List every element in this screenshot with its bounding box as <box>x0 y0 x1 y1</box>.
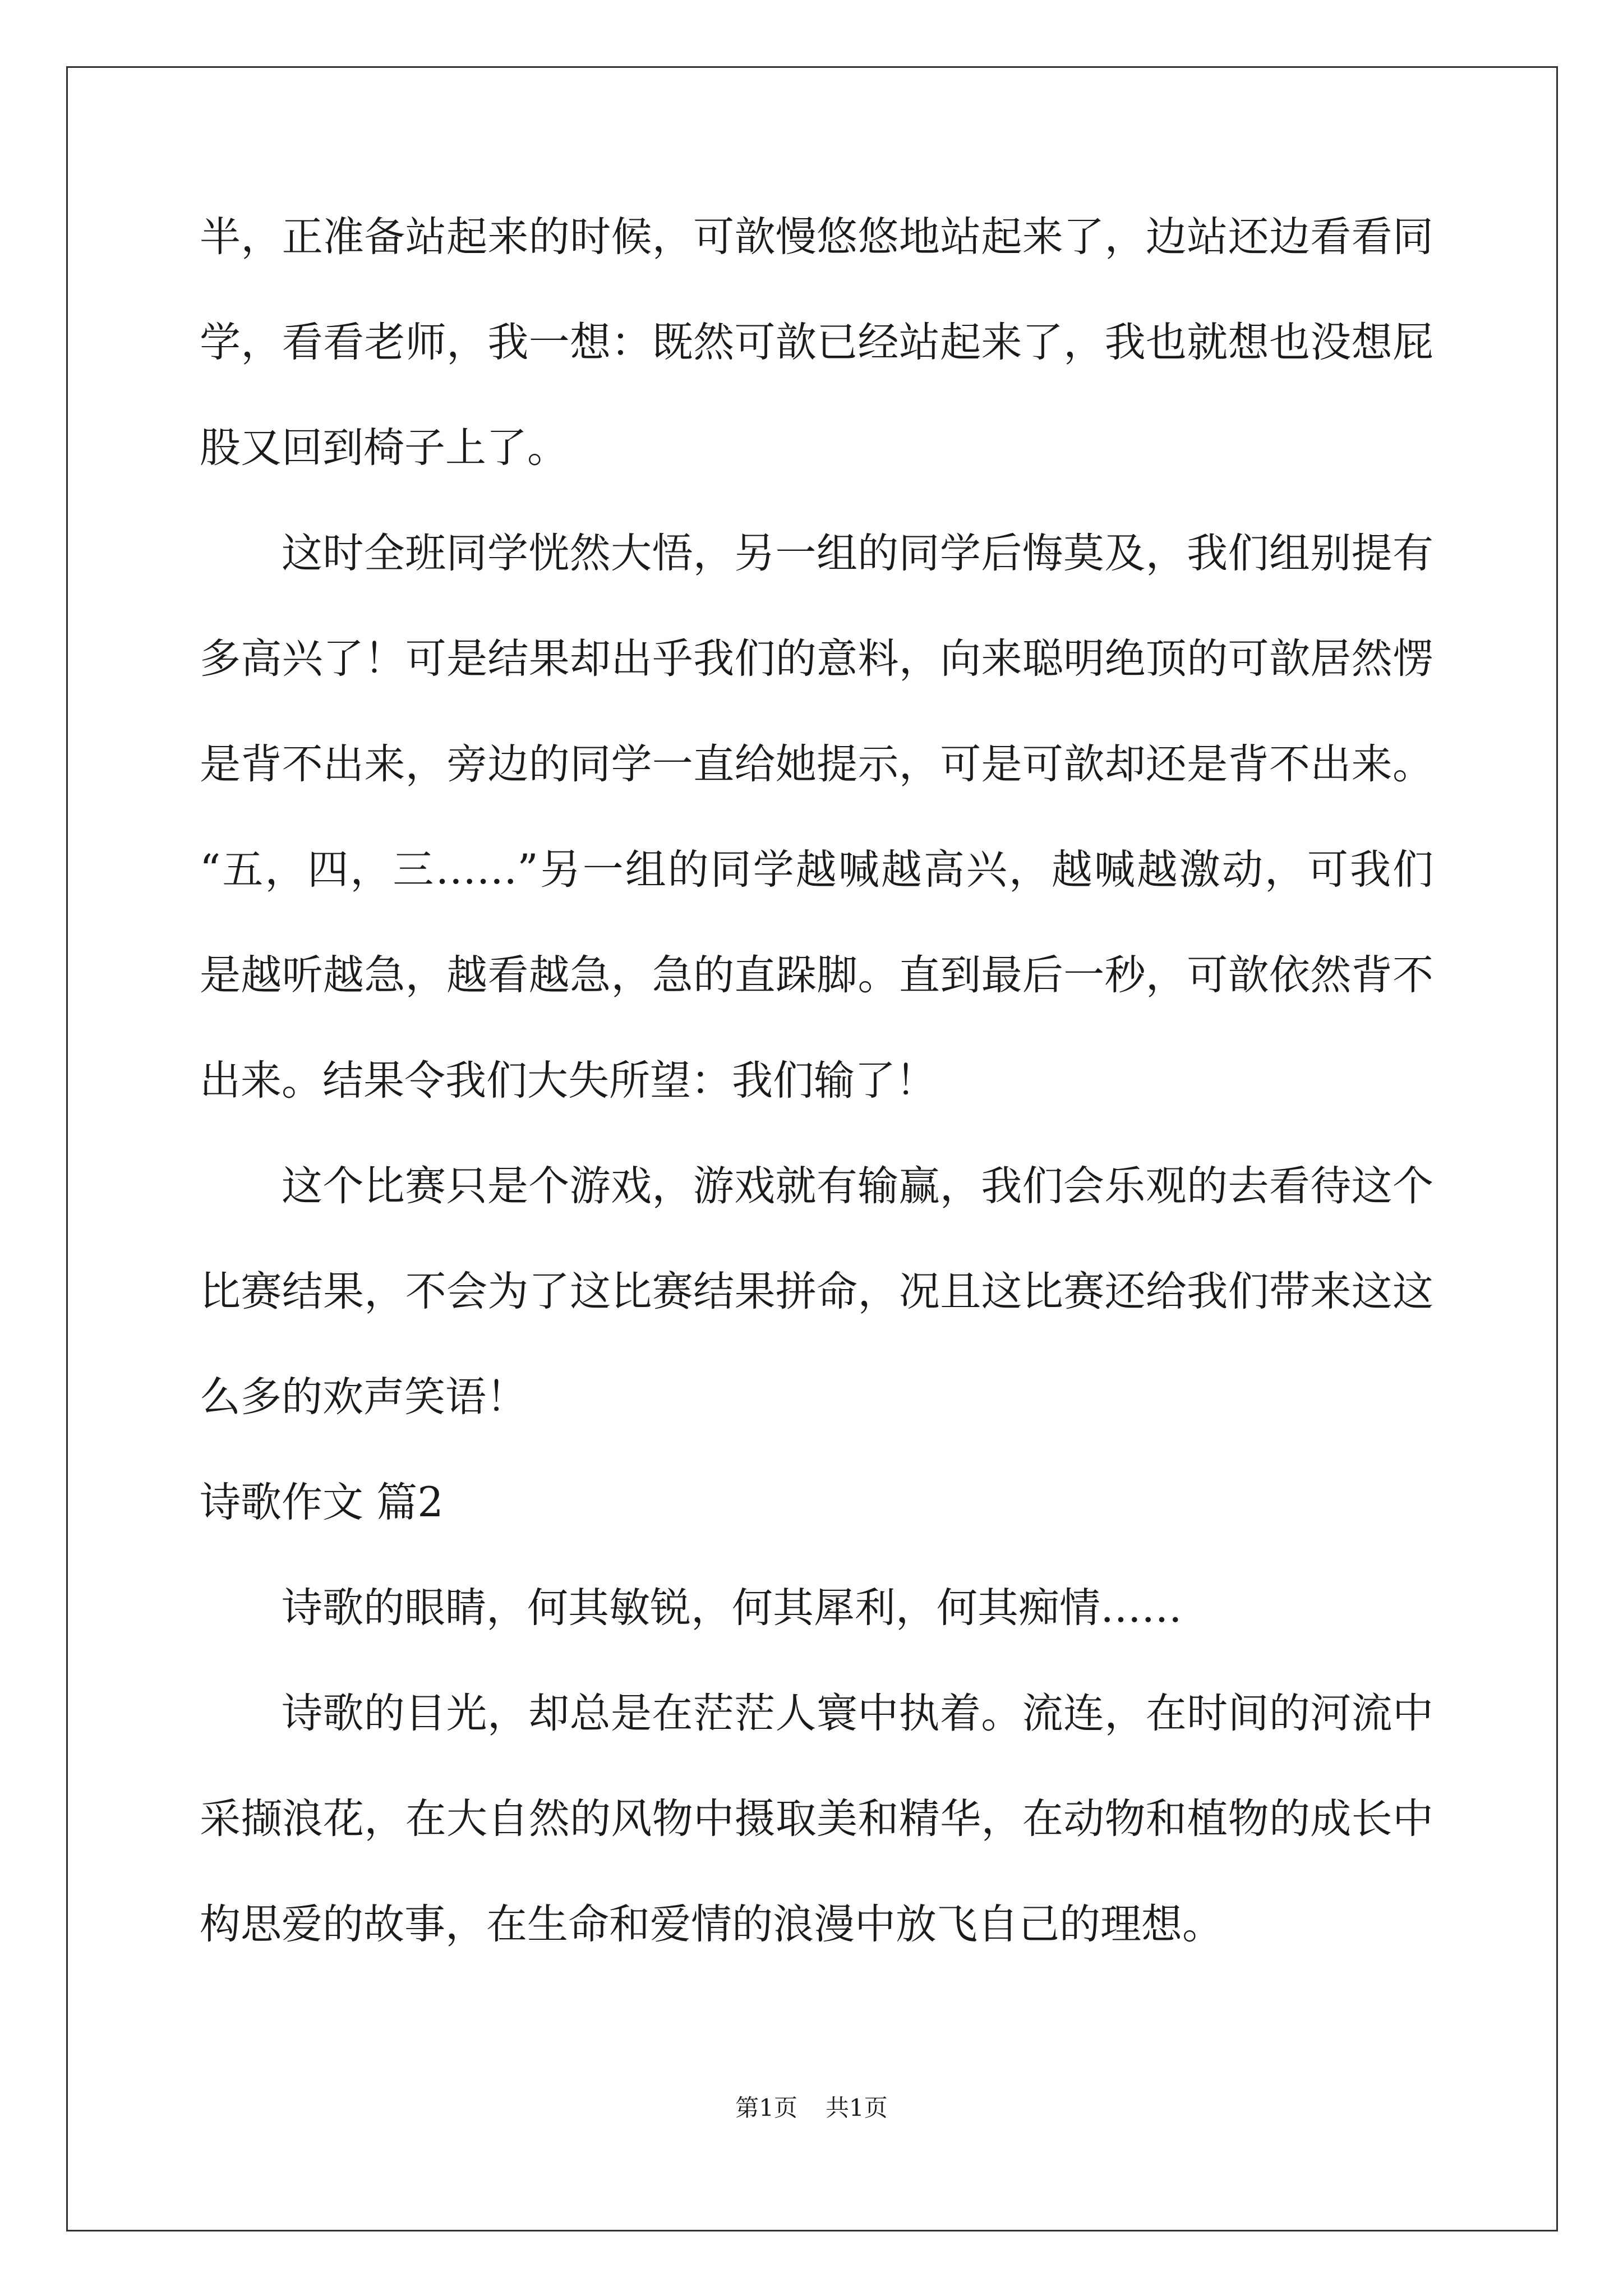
text-line: 半，正准备站起来的时候，可歆慢悠悠地站起来了，边站还边看看同 <box>200 213 1433 261</box>
text-line: “五，四，三……”另一组的同学越喊越高兴，越喊越激动，可我们 <box>200 846 1433 894</box>
page-footer <box>0 2091 1623 2125</box>
text-line: 采撷浪花，在大自然的风物中摄取美和精华，在动物和植物的成长中 <box>200 1795 1433 1843</box>
page-total: 共1页 <box>826 2094 888 2122</box>
page-number: 第1页 <box>735 2094 797 2122</box>
text-line: 构思爱的故事，在生命和爱情的浪漫中放飞自己的理想。 <box>200 1901 1223 1948</box>
text-line: 比赛结果，不会为了这比赛结果拼命，况且这比赛还给我们带来这这 <box>200 1268 1433 1315</box>
text-line: 学，看看老师，我一想：既然可歆已经站起来了，我也就想也没想屁 <box>200 319 1433 366</box>
text-line: 股又回到椅子上了。 <box>200 424 568 472</box>
text-line: 是背不出来，旁边的同学一直给她提示，可是可歆却还是背不出来。 <box>200 740 1433 788</box>
section-heading: 诗歌作文 篇2 <box>200 1479 444 1526</box>
text-line: 出来。结果令我们大失所望：我们输了！ <box>200 1057 937 1105</box>
text-line: 是越听越急，越看越急，急的直跺脚。直到最后一秒，可歆依然背不 <box>200 951 1433 999</box>
text-line: 么多的欢声笑语！ <box>200 1373 527 1421</box>
text-line: 多高兴了！可是结果却出乎我们的意料，向来聪明绝顶的可歆居然愣 <box>200 635 1433 683</box>
text-line: 这时全班同学恍然大悟，另一组的同学后悔莫及，我们组别提有 <box>282 530 1433 577</box>
text-line: 诗歌的眼睛，何其敏锐，何其犀利，何其痴情…… <box>282 1584 1182 1632</box>
document-body <box>200 209 1433 1953</box>
text-line: 这个比赛只是个游戏，游戏就有输赢，我们会乐观的去看待这个 <box>282 1162 1433 1210</box>
text-line: 诗歌的目光，却总是在茫茫人寰中执着。流连，在时间的河流中 <box>282 1690 1433 1737</box>
